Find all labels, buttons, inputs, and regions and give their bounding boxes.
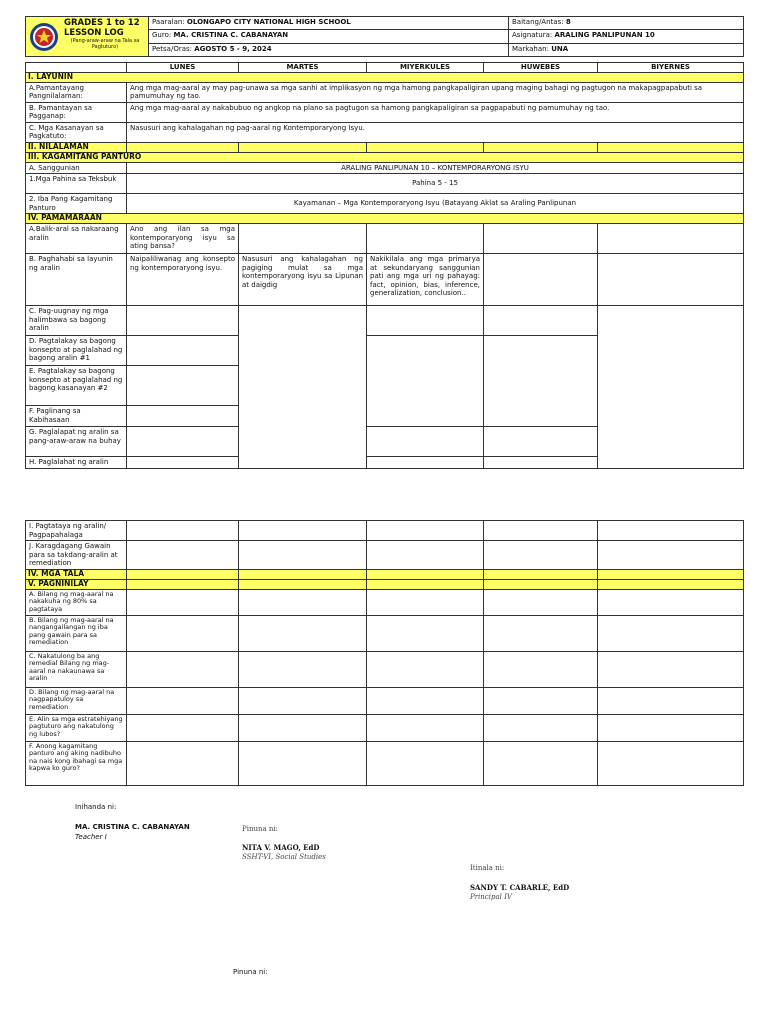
row-label: A.Balik-aral sa nakaraang aralin <box>26 224 127 254</box>
lesson-table <box>25 62 743 469</box>
row-label: C. Nakatulong ba ang remedial Bilang ng mag-aaral na nakaunawa sa aralin <box>26 651 127 687</box>
row-label: A. Sanggunian <box>26 162 127 174</box>
pinuna-label: Pinuna ni: <box>242 825 278 833</box>
row-label: A.Pamantayang Pangnilalaman: <box>26 82 127 102</box>
cell-miyerkules: Nakikilala ang mga primarya at sekundaryang sanggunian pati ang mga uri ng pahayag: fact, opinion, bias, inference, generalization, conclusion.. <box>367 254 484 306</box>
row-label: G. Paglalapat ng aralin sa pang-araw-araw na buhay <box>26 427 127 457</box>
day-header-row <box>26 63 744 73</box>
row-label: 2. Iba Pang Kagamitang Panturo <box>26 194 127 214</box>
section-tala: IV. MGA TALA <box>26 569 127 579</box>
row-label: C. Mga Kasanayan sa Pagkatuto: <box>26 122 127 142</box>
row-label: F. Anong kagamitang panturo ang aking nadibuho na nais kong ibahagi sa mga kapwa ko guro? <box>26 741 127 785</box>
day-huwebes: HUWEBES <box>484 63 598 73</box>
row-label: I. Pagtataya ng aralin/ Pagpapahalaga <box>26 521 127 541</box>
row-value: Kayamanan – Mga Kontemporaryong Isyu (Batayang Aklat sa Araling Panlipunan <box>127 194 744 214</box>
petsa-cell: Petsa/Oras: AGOSTO 5 - 9, 2024 <box>149 43 509 56</box>
day-miyerkules: MIYERKULES <box>367 63 484 73</box>
row-label: 1.Mga Pahina sa Teksbuk <box>26 174 127 194</box>
asignatura-cell: Asignatura: ARALING PANLIPUNAN 10 <box>509 30 744 43</box>
day-martes: MARTES <box>239 63 367 73</box>
row-label: B. Pamantayan sa Pagganap: <box>26 102 127 122</box>
page-subtitle: LESSON LOG <box>64 28 124 38</box>
row-value: Ang mga mag-aaral ay may pag-unawa sa mga sanhi at implikasyon ng mga hamong pangkapaligiran upang maging bahagi ng pagtugon na makapagpapabuti sa pamumuhay ng tao. <box>127 82 744 102</box>
row-label: F. Paglinang sa Kabihasaan <box>26 406 127 427</box>
page-subtitle-note: (Pang-araw-araw na Tala sa Pagtuturo) <box>70 38 140 50</box>
page-title: GRADES 1 to 12 <box>64 18 140 28</box>
row-label: B. Paghahabi sa layunin ng aralin <box>26 254 127 306</box>
row-label: J. Karagdagang Gawain para sa takdang-aralin at remediation <box>26 541 127 570</box>
section-nilalaman: II. NILALAMAN <box>26 142 127 152</box>
markahan-cell: Markahan: UNA <box>509 43 744 56</box>
row-label: A. Bilang ng mag-aaral na nakakuha ng 80% sa pagtataya <box>26 589 127 615</box>
header-block <box>25 16 743 57</box>
principal-name: SANDY T. CABARLE, EdD <box>470 883 570 892</box>
section-tala-row <box>26 569 744 579</box>
row-label: B. Bilang ng mag-aaral na nangangailangan ng iba pang gawain para sa remediation <box>26 615 127 651</box>
baitang-cell: Baitang/Antas: 8 <box>509 17 744 30</box>
section-nilalaman-row <box>26 142 744 152</box>
cell-martes: Nasusuri ang kahalagahan ng pagiging mulat sa mga kontemporaryong isyu sa Lipunan at daigdig <box>239 254 367 306</box>
principal-title: Principal IV <box>470 893 512 901</box>
teacher-title: Teacher I <box>75 833 107 841</box>
day-biyernes: BIYERNES <box>598 63 744 73</box>
itinala-label: Itinala ni: <box>470 864 505 872</box>
section-pagninilay-row <box>26 579 744 589</box>
section-pamamaraan: IV. PAMAMARAAN <box>26 214 744 224</box>
row-label: D. Bilang ng mag-aaral na nagpapatuloy sa remediation <box>26 687 127 714</box>
head-name: NITA V. MAGO, EdD <box>242 843 320 852</box>
guro-cell: Guro: MA. CRISTINA C. CABANAYAN <box>149 30 509 43</box>
row-value: Ang mga mag-aaral ay nakabubuo ng angkop na plano sa pagtugon sa hamong pangkapaligiran sa pagpapabuti ng pamumuhay ng tao. <box>127 102 744 122</box>
title-cell <box>26 17 149 57</box>
teacher-name: MA. CRISTINA C. CABANAYAN <box>75 823 190 831</box>
row-label: H. Paglalahat ng aralin <box>26 457 127 469</box>
row-label: E. Pagtalakay sa bagong konsepto at paglalahad ng bagong kasanayan #2 <box>26 366 127 406</box>
lesson-table-continued <box>25 520 743 786</box>
head-title: SSHT-VI, Social Studies <box>242 853 326 861</box>
row-label: D. Pagtalakay sa bagong konsepto at paglalahad ng bagong aralin #1 <box>26 336 127 366</box>
deped-seal-icon <box>29 22 59 52</box>
paaralan-cell: Paaralan: OLONGAPO CITY NATIONAL HIGH SCHOOL <box>149 17 509 30</box>
section-pagninilay: V. PAGNINILAY <box>26 579 127 589</box>
cell-lunes: Ano ang ilan sa mga kontemporaryong isyu sa ating bansa? <box>127 224 239 254</box>
row-label: C. Pag-uugnay ng mga halimbawa sa bagong aralin <box>26 306 127 336</box>
section-kagamitan: III. KAGAMITANG PANTURO <box>26 152 744 162</box>
row-value: Nasusuri ang kahalagahan ng pag-aaral ng Kontemporaryong Isyu. <box>127 122 744 142</box>
row-value: Pahina 5 - 15 <box>127 174 744 194</box>
day-lunes: LUNES <box>127 63 239 73</box>
cell-lunes: Naipaliliwanag ang konsepto ng kontemporaryong isyu. <box>127 254 239 306</box>
section-layunin: I. LAYUNIN <box>26 72 744 82</box>
pinuna-label-bottom: Pinuna ni: <box>233 968 268 976</box>
row-label: E. Alin sa mga estratehiyang pagtuturo ang nakatulong ng lubos? <box>26 714 127 741</box>
inihanda-label: Inihanda ni: <box>75 803 117 811</box>
row-value: ARALING PANLIPUNAN 10 – KONTEMPORARYONG ISYU <box>127 162 744 174</box>
